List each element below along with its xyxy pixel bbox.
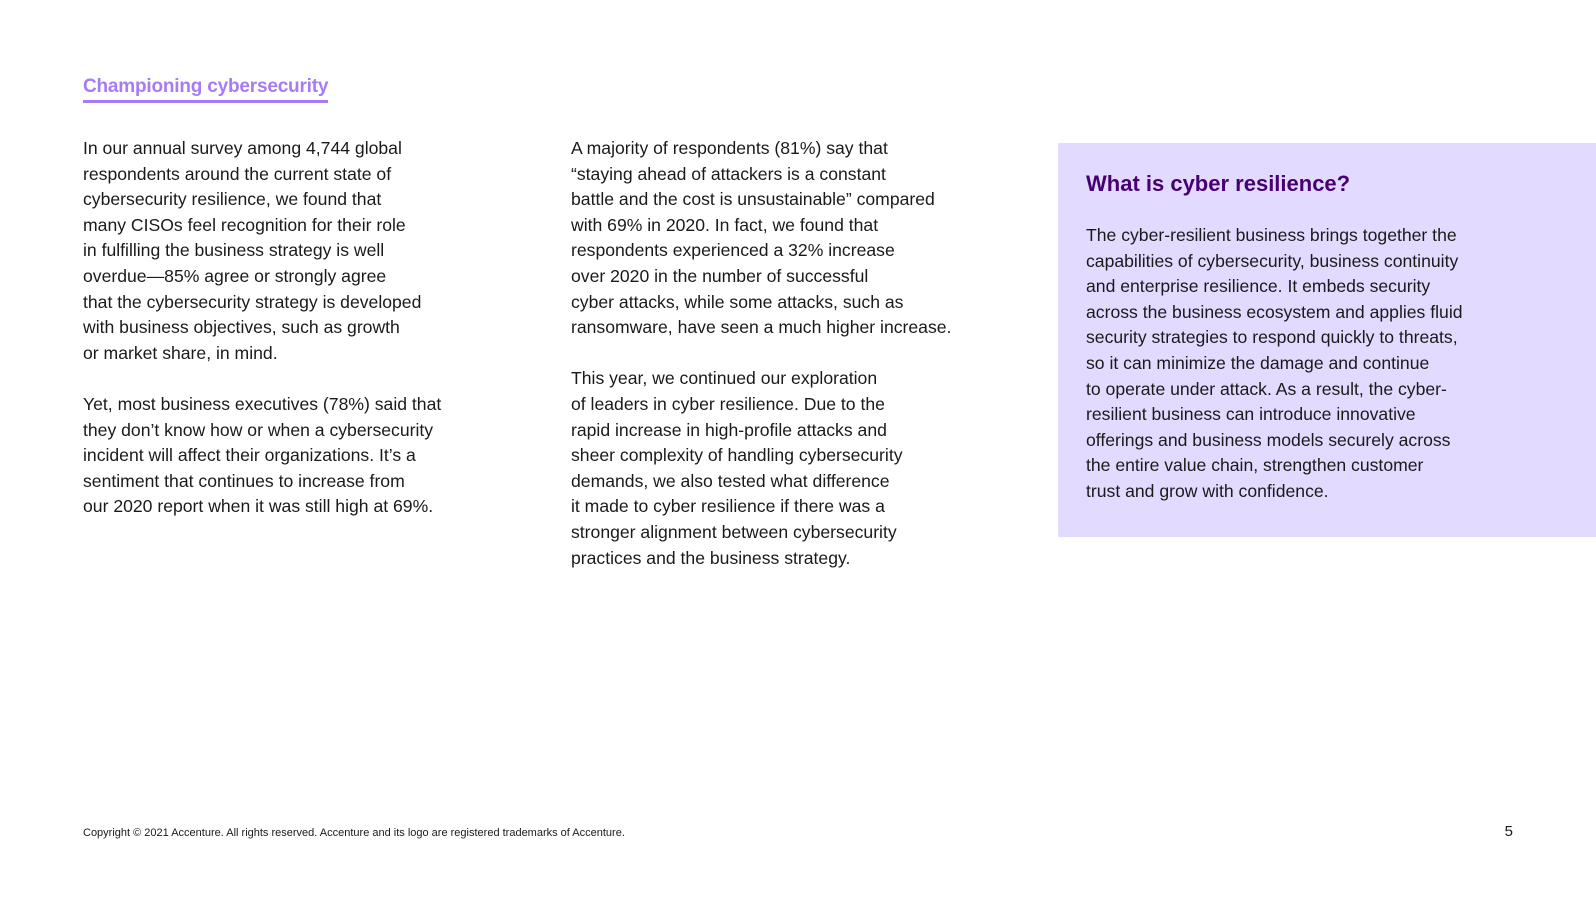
text-line: respondents around the current state of <box>83 163 392 184</box>
text-line: ransomware, have seen a much higher increase. <box>571 317 952 338</box>
text-line: rapid increase in high-profile attacks and <box>571 419 887 440</box>
page-number: 5 <box>1504 823 1513 840</box>
text-line: across the business ecosystem and applies fluid <box>1086 301 1463 322</box>
text-line: Yet, most business executives (78%) said that <box>83 393 442 414</box>
copyright-notice: Copyright © 2021 Accenture. All rights reserved. Accenture and its logo are registered trademarks of Accenture. <box>83 827 625 839</box>
text-line: or market share, in mind. <box>83 342 278 363</box>
text-line: the entire value chain, strengthen customer <box>1086 455 1424 476</box>
text-line: In our annual survey among 4,744 global <box>83 138 402 158</box>
callout-title: What is cyber resilience? <box>1086 171 1351 196</box>
paragraph <box>83 392 503 520</box>
text-line: it made to cyber resilience if there was a <box>571 496 885 517</box>
text-line: demands, we also tested what difference <box>571 470 890 491</box>
text-line: with 69% in 2020. In fact, we found that <box>571 214 879 235</box>
text-line: This year, we continued our exploration <box>571 368 878 389</box>
text-line: to operate under attack. As a result, the cyber- <box>1086 378 1447 399</box>
text-line: our 2020 report when it was still high at 69%. <box>83 496 434 517</box>
section-title: Championing cybersecurity <box>83 76 328 103</box>
text-line: security strategies to respond quickly to threats, <box>1086 327 1458 348</box>
text-line: sentiment that continues to increase from <box>83 470 405 491</box>
cyber-resilience-callout <box>1058 143 1596 537</box>
text-line: cybersecurity resilience, we found that <box>83 189 382 210</box>
paragraph <box>571 136 1001 341</box>
paragraph <box>571 366 1001 571</box>
text-line: incident will affect their organizations. It’s a <box>83 445 416 466</box>
text-line: many CISOs feel recognition for their role <box>83 214 406 235</box>
text-line: of leaders in cyber resilience. Due to the <box>571 393 885 414</box>
text-line: cyber attacks, while some attacks, such as <box>571 291 904 312</box>
text-line: over 2020 in the number of successful <box>571 265 869 286</box>
text-line: trust and grow with confidence. <box>1086 480 1329 501</box>
text-line: capabilities of cybersecurity, business continuity <box>1086 250 1459 271</box>
text-line: respondents experienced a 32% increase <box>571 240 895 261</box>
text-line: practices and the business strategy. <box>571 547 851 568</box>
text-line: “staying ahead of attackers is a constant <box>571 163 886 184</box>
text-line: so it can minimize the damage and continue <box>1086 352 1430 373</box>
text-line: and enterprise resilience. It embeds security <box>1086 276 1431 297</box>
body-column-2 <box>571 136 1001 597</box>
text-line: offerings and business models securely across <box>1086 429 1451 450</box>
text-line: in fulfilling the business strategy is well <box>83 240 385 261</box>
text-line: A majority of respondents (81%) say that <box>571 138 888 158</box>
text-line: battle and the cost is unsustainable” compared <box>571 189 935 210</box>
callout-body <box>1086 223 1596 505</box>
paragraph <box>83 136 503 366</box>
text-line: sheer complexity of handling cybersecurity <box>571 445 903 466</box>
text-line: they don’t know how or when a cybersecurity <box>83 419 434 440</box>
text-line: that the cybersecurity strategy is developed <box>83 291 422 312</box>
text-line: with business objectives, such as growth <box>83 317 400 338</box>
text-line: resilient business can introduce innovative <box>1086 404 1416 425</box>
text-line: overdue—85% agree or strongly agree <box>83 265 387 286</box>
text-line: The cyber-resilient business brings together the <box>1086 225 1457 245</box>
body-column-1 <box>83 136 503 546</box>
text-line: stronger alignment between cybersecurity <box>571 521 897 542</box>
